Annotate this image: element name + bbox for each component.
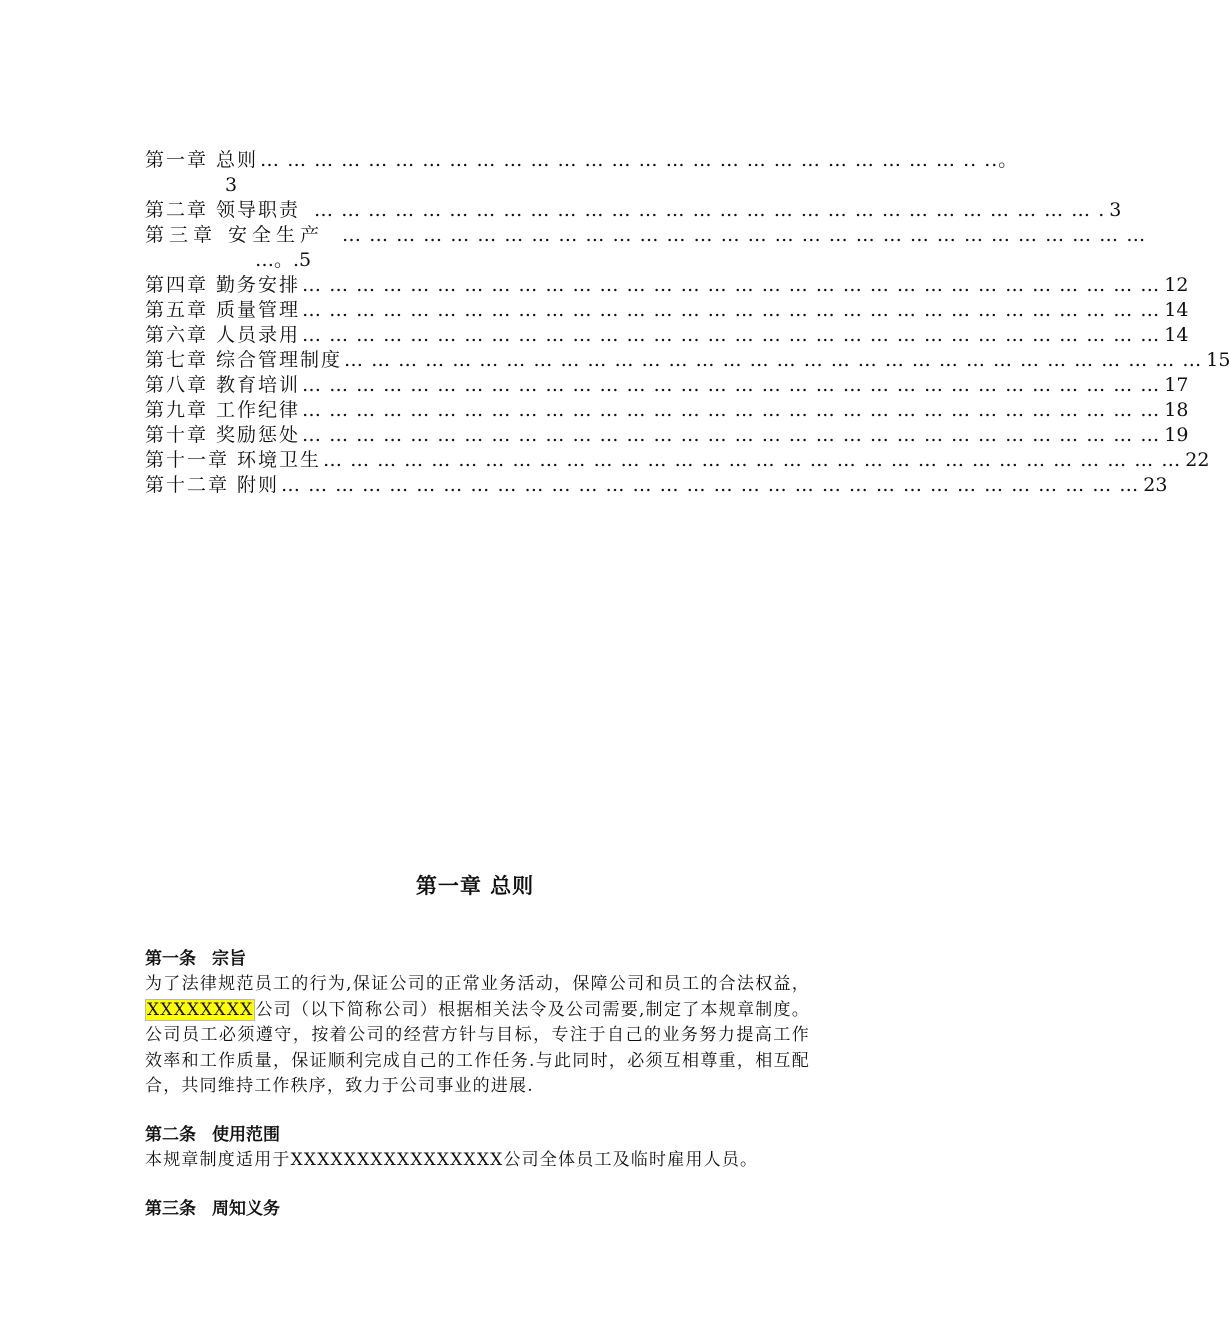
toc-entry-page: 14: [1164, 299, 1189, 321]
toc-entry-page: 15: [1206, 349, 1230, 371]
article-heading-text: 使用范围: [212, 1125, 280, 1145]
toc-leader-dots: … … … … … … … … … … … … … … … … … … … … … … … … … … … … … … … …: [302, 374, 1161, 396]
toc-leader-dots: … … … … … … … … … … … … … … … … … … … … … … … … … … … … … … … …: [302, 399, 1161, 421]
toc-entry-page-wrap: 3: [225, 174, 238, 196]
article-number: 第三条: [145, 1199, 196, 1219]
article-heading-text: 宗旨: [212, 949, 246, 969]
toc-entry-page: 3: [1109, 199, 1122, 221]
toc-entry[interactable]: [145, 298, 1189, 323]
toc-entry-title: 第一章 总则: [145, 149, 259, 171]
toc-leader-dots: … … … … … … … … … … … … … … … … … … … … … … … … … … … … … .: [314, 199, 1106, 221]
toc-leader-dots: … … … … … … … … … … … … … … … … … … … … … … … … … … … … … … … …: [302, 324, 1161, 346]
toc-entry-title: 第四章 勤务安排: [145, 274, 301, 296]
highlighted-company-name: XXXXXXXX: [147, 999, 254, 1020]
article-heading: [145, 1122, 810, 1148]
article-heading: [145, 946, 810, 972]
toc-leader-dots: … … … … … … … … … … … … … … … … … … … … … … … … … … … … … … … …: [281, 474, 1140, 496]
toc-entry-title: 第二章 领导职责: [145, 199, 301, 221]
toc-entry-page: 18: [1164, 399, 1189, 421]
toc-entry[interactable]: [145, 323, 1189, 348]
toc-entry-page: 19: [1164, 424, 1189, 446]
toc-leader-dots: … … … … … … … … … … … … … … … … … … … … … … … … … … … … … … … …: [302, 299, 1161, 321]
toc-entry-title: 第七章 综合管理制度: [145, 349, 343, 371]
toc-entry-page: 17: [1164, 374, 1189, 396]
article-heading-text: 周知义务: [212, 1199, 280, 1219]
toc-entry-title: 第十一章 环境卫生: [145, 449, 322, 471]
toc-leader-dots: … … … … … … … … … … … … … … … … … … … … … … … … … … .. ..。: [260, 149, 1019, 171]
article-heading: [145, 1196, 810, 1222]
article-number: 第二条: [145, 1125, 196, 1145]
article-number: 第一条: [145, 949, 196, 969]
toc-leader-dots: … … … … … … … … … … … … … … … … … … … … … … … … … … … … … … … …: [344, 349, 1203, 371]
toc-entry-title: 第九章 工作纪律: [145, 399, 301, 421]
article-body-text: 本规章制度适用于XXXXXXXXXXXXXXXX公司全体员工及临时雇用人员。: [145, 1150, 759, 1170]
toc-entry-page: 14: [1164, 324, 1189, 346]
toc-entry-title: 第六章 人员录用: [145, 324, 301, 346]
toc-entry[interactable]: [145, 423, 1189, 448]
toc-entry[interactable]: [145, 373, 1189, 398]
toc-entry-title: 第八章 教育培训: [145, 374, 301, 396]
toc-entry-title: 第三章 安全生产: [145, 224, 325, 246]
toc-entry[interactable]: [145, 398, 1189, 423]
article-body: [145, 972, 810, 1100]
toc-entry[interactable]: [145, 198, 1122, 223]
article-2: [145, 1122, 810, 1174]
toc-leader-dots: … … … … … … … … … … … … … … … … … … … … … … … … … … … … … … … …: [323, 449, 1182, 471]
toc-entry-page: 23: [1143, 474, 1168, 496]
toc-entry[interactable]: [145, 148, 1019, 173]
article-body-text: 公司（以下简称公司）根据相关法令及公司需要,制定了本规章制度。公司员工必须遵守，按着公司的经营方针与目标，专注于自己的业务努力提高工作效率和工作质量，保证顺利完成自己的工作任务.与此同时，必须互相尊重，相互配合，共同维持工作秩序，致力于公司事业的进展.: [145, 999, 810, 1096]
article-3: [145, 1196, 810, 1222]
toc-entry-page: 12: [1164, 274, 1189, 296]
toc-entry-title: 第十二章 附则: [145, 474, 280, 496]
toc-entry-title: 第十章 奖励惩处: [145, 424, 301, 446]
table-of-contents: [145, 148, 1230, 498]
toc-entry[interactable]: [145, 348, 1230, 373]
toc-entry-page: 22: [1185, 449, 1210, 471]
toc-entry[interactable]: [145, 473, 1168, 498]
toc-entry-title: 第五章 质量管理: [145, 299, 301, 321]
toc-leader-dots: … … … … … … … … … … … … … … … … … … … … … … … … … … … … … … … …: [302, 274, 1161, 296]
toc-entry[interactable]: [145, 223, 1147, 248]
toc-leader-dots: … … … … … … … … … … … … … … … … … … … … … … … … … … … … … … … …: [302, 424, 1161, 446]
toc-entry[interactable]: [145, 448, 1210, 473]
toc-leader-dots: … … … … … … … … … … … … … … … … … … … … … … … … … … … … … …: [342, 224, 1147, 246]
toc-entry-page-wrap: …。.5: [255, 249, 312, 271]
toc-entry[interactable]: [145, 273, 1189, 298]
article-1: [145, 946, 810, 1100]
article-body-text: 为了法律规范员工的行为,保证公司的正常业务活动，保障公司和员工的合法权益，: [145, 974, 810, 994]
chapter-title: 第一章 总则: [415, 873, 535, 898]
